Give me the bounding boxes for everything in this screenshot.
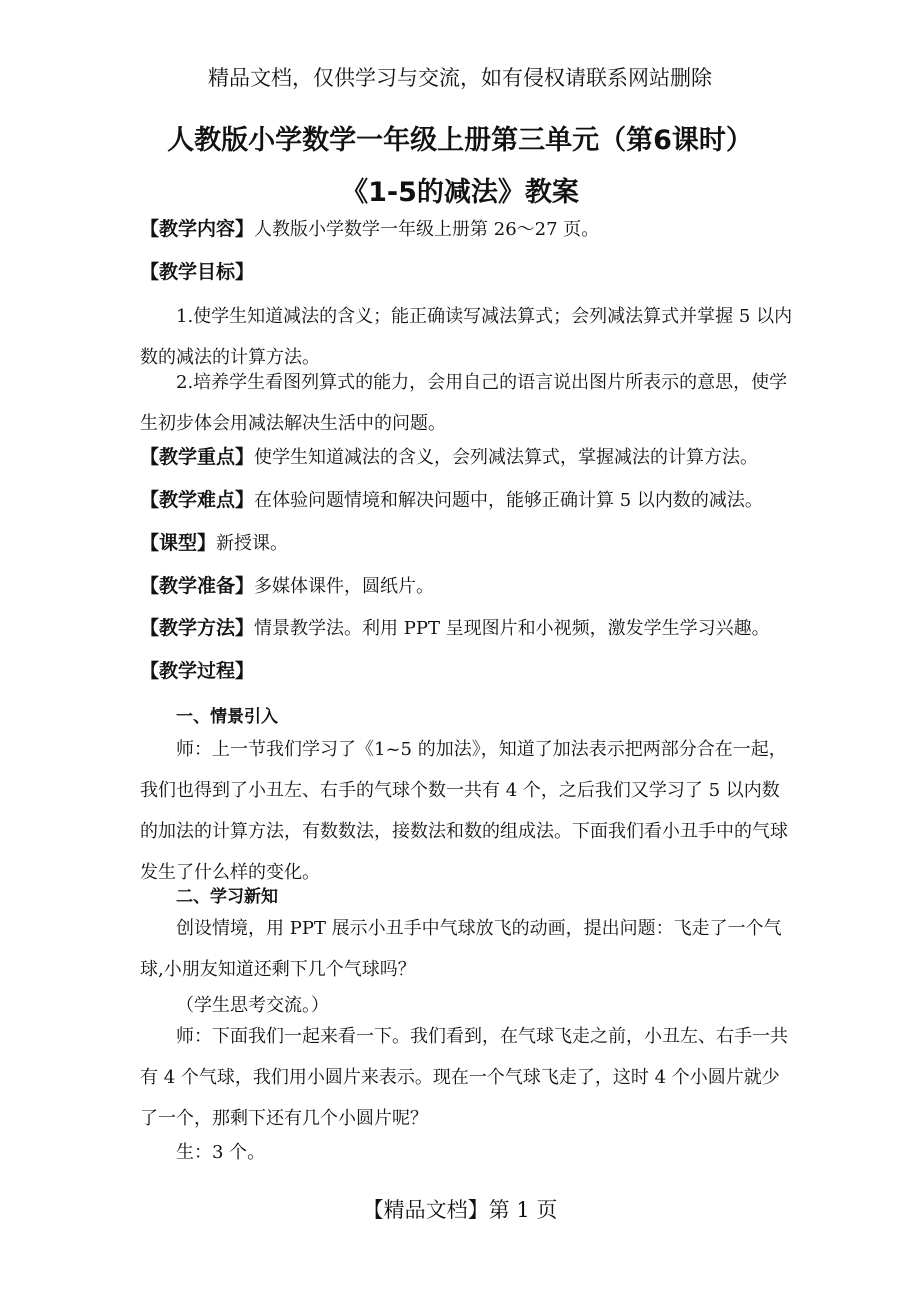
section-label: 【教学难点】 <box>140 489 255 511</box>
subsection-heading-1: 一、情景引入 <box>176 707 278 727</box>
section-text: 使学生知道减法的含义，会列减法算式，掌握减法的计算方法。 <box>254 447 759 468</box>
process-paragraph-5: 生：3 个。 <box>176 1142 266 1163</box>
section-methods <box>140 613 796 640</box>
section-label: 【教学重点】 <box>140 446 255 468</box>
section-label: 【教学目标】 <box>140 261 255 283</box>
section-process <box>140 656 796 683</box>
section-label: 【教学方法】 <box>140 617 255 639</box>
process-paragraph-2: 创设情境，用 PPT 展示小丑手中气球放飞的动画，提出问题：飞走了一个气球,小朋友知道还剩下几个气球吗？ <box>140 918 782 980</box>
process-paragraph-3: （学生思考交流。） <box>176 995 329 1016</box>
goals-paragraph-2: 2.培养学生看图列算式的能力，会用自己的语言说出图片所表示的意思，使学生初步体会用减法解决生活中的问题。 <box>140 372 788 434</box>
section-text: 情景教学法。利用 PPT 呈现图片和小视频，激发学生学习兴趣。 <box>254 618 770 639</box>
page-footer: 【精品文档】第 1 页 <box>362 1198 558 1222</box>
doc-title-line1: 人教版小学数学一年级上册第三单元（第6课时） <box>167 125 753 156</box>
subsection-heading-2: 二、学习新知 <box>176 887 278 907</box>
doc-title-line2: 《1-5的减法》教案 <box>341 177 579 208</box>
section-key-points <box>140 442 796 469</box>
process-paragraph-1: 师：上一节我们学习了《1~5 的加法》，知道了加法表示把两部分合在一起，我们也得到了小丑左、右手的气球个数一共有 4 个，之后我们又学习了 5 以内数的加法的计算方法，有数数法，接数法和数的组成法。下面我们看小丑手中的气球发生了什么样的变化。 <box>140 739 788 883</box>
section-text: 在体验问题情境和解决问题中，能够正确计算 5 以内数的减法。 <box>254 490 763 511</box>
goals-paragraph-1: 1.使学生知道减法的含义；能正确读写减法算式；会列减法算式并掌握 5 以内数的减法的计算方法。 <box>140 306 793 368</box>
page-header: 精品文档，仅供学习与交流，如有侵权请联系网站删除 <box>208 66 712 90</box>
section-label: 【课型】 <box>140 532 217 554</box>
section-lesson-type <box>140 528 796 555</box>
section-label: 【教学过程】 <box>140 660 255 682</box>
section-text: 新授课。 <box>216 533 289 554</box>
section-label: 【教学内容】 <box>140 218 255 240</box>
section-difficulties <box>140 485 796 512</box>
section-teaching-goals <box>140 257 796 284</box>
section-text: 多媒体课件，圆纸片。 <box>254 576 435 597</box>
section-preparation <box>140 571 796 598</box>
section-teaching-content <box>140 214 796 241</box>
section-text: 人教版小学数学一年级上册第 26～27 页。 <box>254 219 600 240</box>
process-paragraph-4: 师：下面我们一起来看一下。我们看到，在气球飞走之前，小丑左、右手一共有 4 个气球，我们用小圆片来表示。现在一个气球飞走了，这时 4 个小圆片就少了一个，那剩下还有几个小圆片呢？ <box>140 1026 788 1129</box>
section-label: 【教学准备】 <box>140 575 255 597</box>
